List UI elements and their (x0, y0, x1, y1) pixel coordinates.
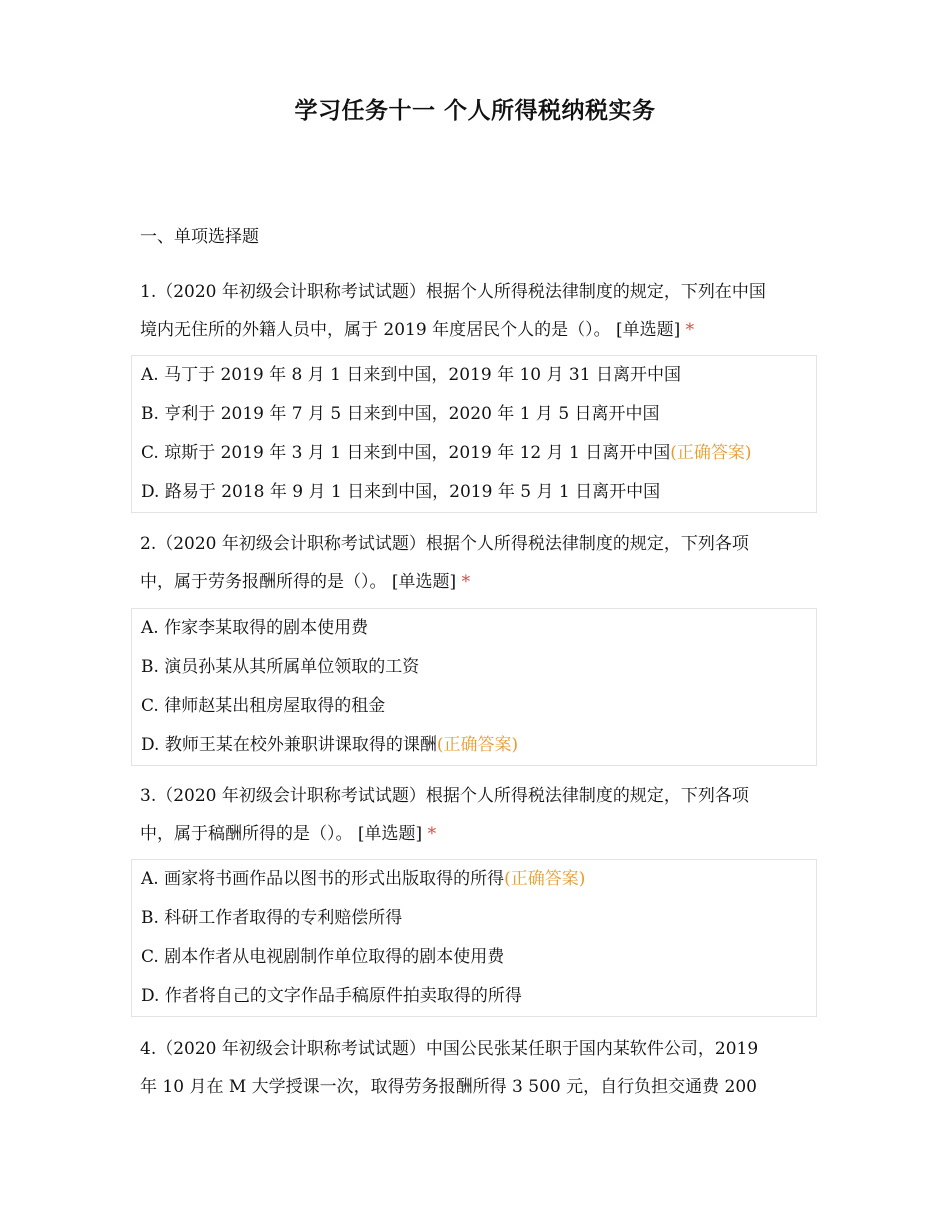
question-text-line: 4.（2020 年初级会计职称考试试题）中国公民张某任职于国内某软件公司，2019 (140, 1039, 759, 1059)
question-1 (140, 273, 818, 349)
option-d[interactable] (141, 977, 816, 1016)
required-mark: * (461, 572, 471, 592)
question-text-line: 2.（2020 年初级会计职称考试试题）根据个人所得税法律制度的规定，下列各项 (140, 534, 749, 554)
question-text-line: 3.（2020 年初级会计职称考试试题）根据个人所得税法律制度的规定，下列各项 (140, 786, 749, 806)
option-label: A. 画家将书画作品以图书的形式出版取得的所得 (141, 869, 505, 889)
option-label: B. 亨利于 2019 年 7 月 5 日来到中国，2020 年 1 月 5 日离开中国 (141, 404, 660, 424)
correct-answer-tag: (正确答案) (436, 735, 519, 755)
question-text-line: 1.（2020 年初级会计职称考试试题）根据个人所得税法律制度的规定，下列在中国 (140, 282, 766, 302)
option-d[interactable] (141, 726, 816, 765)
question-2 (140, 525, 818, 601)
option-label: D. 教师王某在校外兼职讲课取得的课酬 (141, 735, 437, 755)
option-a[interactable] (141, 356, 816, 395)
option-label: C. 剧本作者从电视剧制作单位取得的剧本使用费 (141, 947, 505, 967)
question-text-line: 境内无住所的外籍人员中，属于 2019 年度居民个人的是（）。 [单选题] (140, 320, 681, 340)
question-text-line: 中，属于劳务报酬所得的是（）。 [单选题] (140, 572, 457, 592)
option-label: D. 作者将自己的文字作品手稿原件拍卖取得的所得 (141, 986, 522, 1006)
option-c[interactable] (141, 687, 816, 726)
options-group-2 (131, 608, 817, 766)
correct-answer-tag: (正确答案) (670, 443, 752, 463)
option-a[interactable] (141, 609, 816, 648)
question-text-line: 中，属于稿酬所得的是（）。 [单选题] (140, 824, 423, 844)
question-4 (140, 1030, 818, 1106)
options-group-1 (131, 355, 817, 513)
option-label: D. 路易于 2018 年 9 月 1 日来到中国，2019 年 5 月 1 日离开中国 (141, 482, 661, 502)
option-c[interactable] (141, 434, 816, 473)
option-a[interactable] (141, 860, 816, 899)
question-text-line: 年 10 月在 M 大学授课一次，取得劳务报酬所得 3 500 元，自行负担交通费 200 (140, 1077, 757, 1097)
option-label: B. 科研工作者取得的专利赔偿所得 (141, 908, 403, 928)
option-label: A. 作家李某取得的剧本使用费 (141, 618, 369, 638)
option-label: A. 马丁于 2019 年 8 月 1 日来到中国，2019 年 10 月 31 日离开中国 (141, 365, 681, 385)
option-b[interactable] (141, 395, 816, 434)
required-mark: * (685, 320, 695, 340)
correct-answer-tag: (正确答案) (504, 869, 586, 889)
option-b[interactable] (141, 899, 816, 938)
option-b[interactable] (141, 648, 816, 687)
options-group-3 (131, 859, 817, 1017)
section-heading: 一、单项选择题 (140, 227, 259, 247)
question-3 (140, 777, 818, 853)
option-c[interactable] (141, 938, 816, 977)
option-label: C. 琼斯于 2019 年 3 月 1 日来到中国，2019 年 12 月 1 日离开中国 (141, 443, 671, 463)
required-mark: * (427, 824, 437, 844)
option-label: B. 演员孙某从其所属单位领取的工资 (141, 657, 420, 677)
document-title: 学习任务十一 个人所得税纳税实务 (294, 98, 656, 124)
option-d[interactable] (141, 473, 816, 512)
option-label: C. 律师赵某出租房屋取得的租金 (141, 696, 386, 716)
